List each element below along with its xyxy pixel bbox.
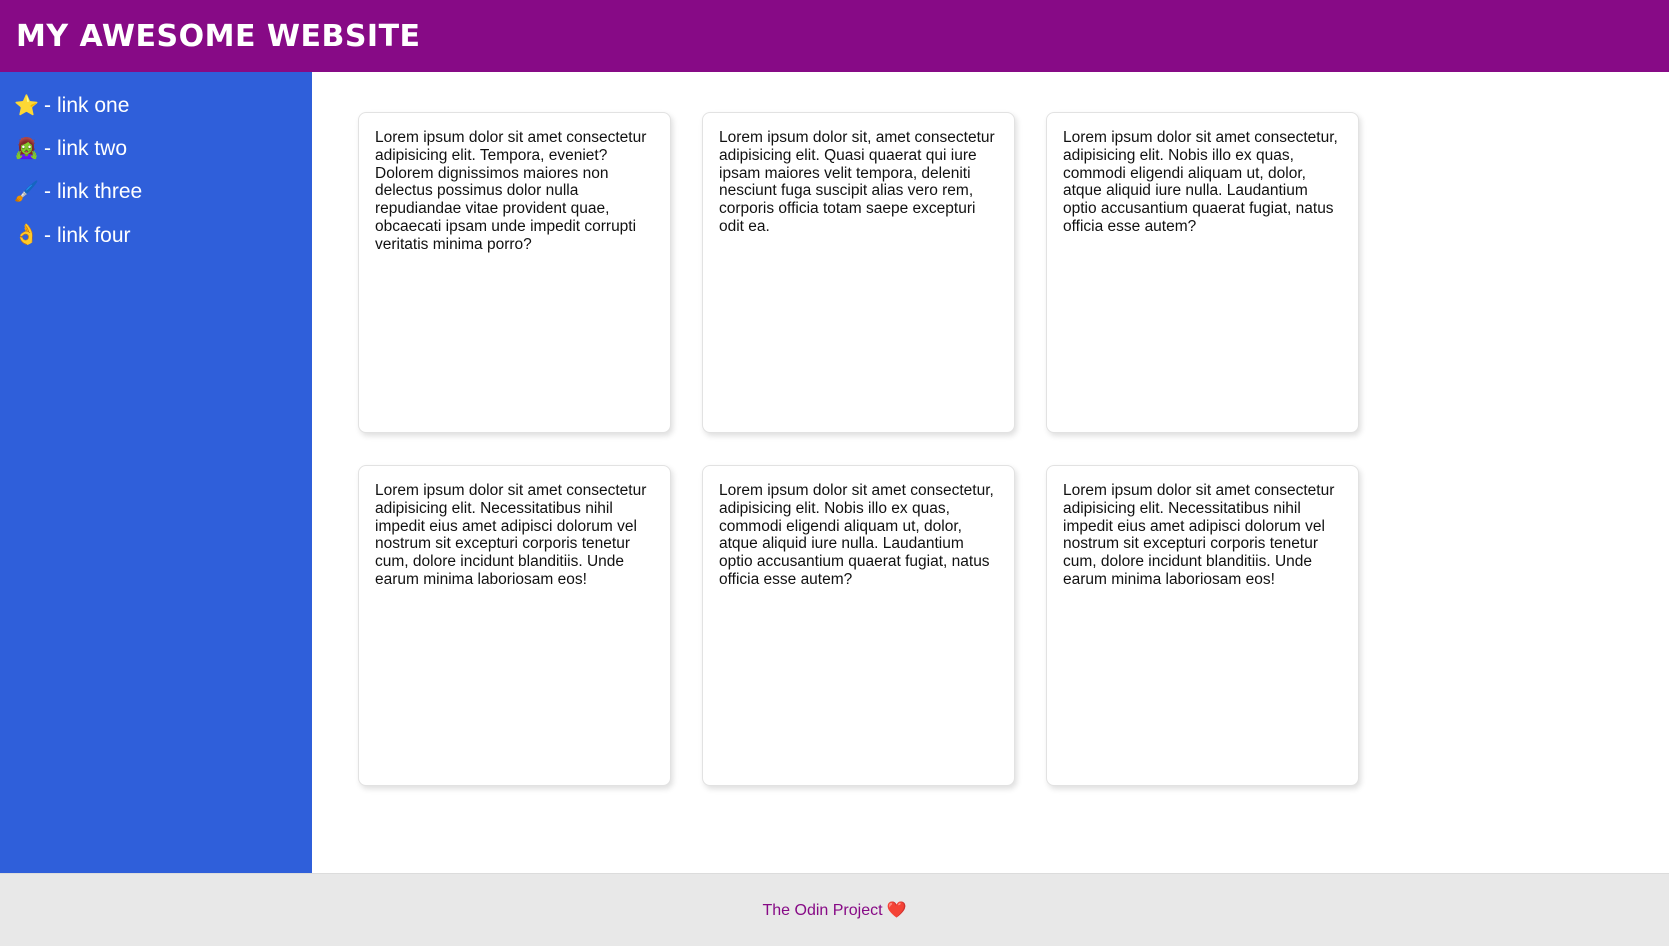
content-card: Lorem ipsum dolor sit amet consectetur, adipisicing elit. Nobis illo ex quas, commodi eligendi aliquam ut, dolor, atque aliquid iure nulla. Laudantium optio accusantium quaerat fugiat, natus officia esse autem? [1046, 112, 1359, 433]
content-card: Lorem ipsum dolor sit amet consectetur adipisicing elit. Necessitatibus nihil impedit eius amet adipisci dolorum vel nostrum sit excepturi corporis tenetur cum, dolore incidunt blanditiis. Unde earum minima laboriosam eos! [1046, 465, 1359, 786]
sidebar-item-link-four[interactable] [0, 214, 312, 257]
sidebar-item-link-three[interactable] [0, 170, 312, 213]
sidebar-item-dash: - [44, 137, 51, 161]
page-title: MY AWESOME WEBSITE [16, 18, 421, 54]
sidebar-item-link-two[interactable] [0, 127, 312, 170]
body-wrapper [0, 72, 1669, 873]
ok-hand-icon: 👌 [14, 224, 39, 247]
content-card: Lorem ipsum dolor sit, amet consectetur adipisicing elit. Quasi quaerat qui iure ipsam maiores velit tempora, deleniti nesciunt fuga suscipit alias vero rem, corporis officia totam saepe excepturi odit ea. [702, 112, 1015, 433]
paintbrush-icon: 🖌️ [14, 180, 39, 203]
zombie-icon: 🧟‍♀️ [14, 137, 39, 160]
content-card: Lorem ipsum dolor sit amet consectetur, adipisicing elit. Nobis illo ex quas, commodi eligendi aliquam ut, dolor, atque aliquid iure nulla. Laudantium optio accusantium quaerat fugiat, natus officia esse autem? [702, 465, 1015, 786]
sidebar-item-label: link three [57, 180, 143, 204]
sidebar-nav [0, 72, 312, 873]
sidebar-item-link-one[interactable] [0, 84, 312, 127]
sidebar-item-label: link four [57, 223, 131, 247]
star-icon: ⭐ [14, 94, 39, 117]
sidebar-item-label: link one [57, 94, 130, 117]
heart-icon: ❤️ [886, 902, 907, 919]
sidebar-item-dash: - [44, 94, 51, 117]
site-header [0, 0, 1669, 72]
sidebar-item-dash: - [44, 223, 51, 247]
card-grid [358, 112, 1621, 786]
sidebar-item-dash: - [44, 180, 51, 204]
footer-credit [763, 900, 907, 920]
content-card: Lorem ipsum dolor sit amet consectetur adipisicing elit. Tempora, eveniet? Dolorem dignissimos maiores non delectus possimus dolor nulla repudiandae vitae provident quae, obcaecati ipsam unde impedit corrupti veritatis minima porro? [358, 112, 671, 433]
content-card: Lorem ipsum dolor sit amet consectetur adipisicing elit. Necessitatibus nihil impedit eius amet adipisci dolorum vel nostrum sit excepturi corporis tenetur cum, dolore incidunt blanditiis. Unde earum minima laboriosam eos! [358, 465, 671, 786]
main-content [312, 72, 1669, 873]
footer-credit-label: The Odin Project [762, 902, 883, 919]
sidebar-item-label: link two [57, 137, 128, 161]
site-footer [0, 873, 1669, 946]
